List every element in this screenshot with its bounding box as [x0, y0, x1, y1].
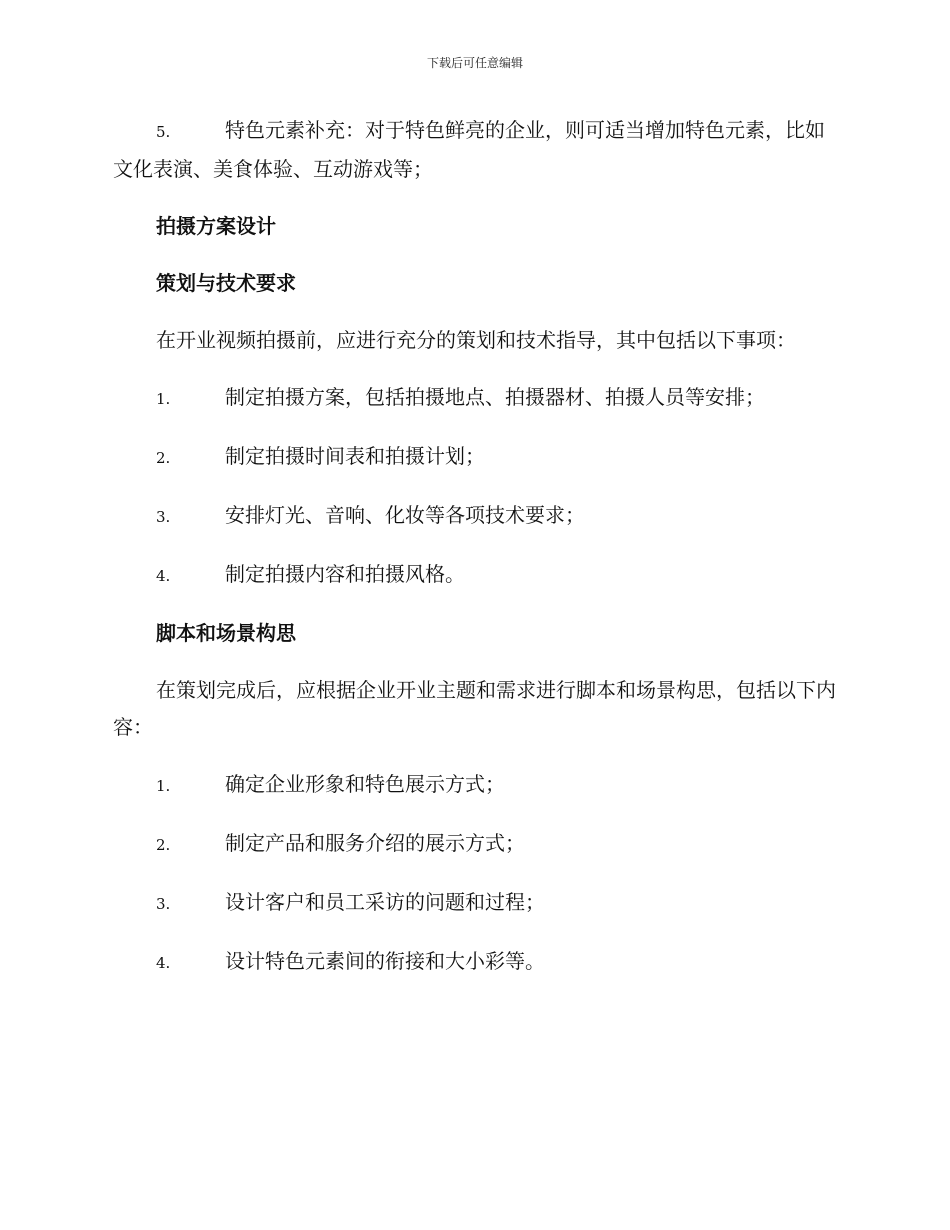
section-title: 拍摄方案设计: [156, 214, 276, 238]
list-item: [113, 438, 837, 477]
subsection-title-planning: 策划与技术要求: [156, 271, 296, 295]
planning-paragraph: 在开业视频拍摄前，应进行充分的策划和技术指导，其中包括以下事项：: [156, 328, 796, 352]
list-item-text: 制定产品和服务介绍的展示方式；: [225, 831, 525, 855]
list-item: [113, 379, 837, 418]
list-item-number: 1.: [156, 777, 171, 795]
list-item-text: 安排灯光、音响、化妆等各项技术要求；: [225, 503, 585, 527]
list-item-text: 设计客户和员工采访的问题和过程；: [225, 890, 545, 914]
script-paragraph: 在策划完成后，应根据企业开业主题和需求进行脚本和场景构思，包括以下内容：: [113, 678, 836, 739]
list-item-text: 制定拍摄时间表和拍摄计划；: [225, 444, 485, 468]
list-item: [113, 497, 837, 536]
document-body: [113, 112, 837, 982]
list-item: [113, 766, 837, 805]
page-header: 下载后可任意编辑: [426, 56, 523, 70]
list-item: [113, 943, 837, 982]
list-item-number: 3.: [156, 508, 171, 526]
list-item-number: 2.: [156, 449, 171, 467]
list-item-text: 制定拍摄方案，包括拍摄地点、拍摄器材、拍摄人员等安排；: [225, 385, 765, 409]
subsection-title-script: 脚本和场景构思: [156, 621, 296, 645]
list-item: [113, 825, 837, 864]
list-item: [113, 556, 837, 595]
list-item: [113, 884, 837, 923]
list-item-text: 制定拍摄内容和拍摄风格。: [225, 562, 465, 586]
list-item-number: 1.: [156, 390, 171, 408]
list-item-number: 5.: [156, 123, 171, 141]
list-item-text: 特色元素补充：对于特色鲜亮的企业，则可适当增加特色元素，比如文化表演、美食体验、互动游戏等；: [113, 118, 825, 181]
list-item-number: 2.: [156, 836, 171, 854]
list-item-number: 3.: [156, 895, 171, 913]
list-item-5: [113, 112, 837, 188]
list-item-number: 4.: [156, 567, 171, 585]
list-item-text: 确定企业形象和特色展示方式；: [225, 772, 505, 796]
list-item-text: 设计特色元素间的衔接和大小彩等。: [225, 949, 545, 973]
list-item-number: 4.: [156, 954, 171, 972]
